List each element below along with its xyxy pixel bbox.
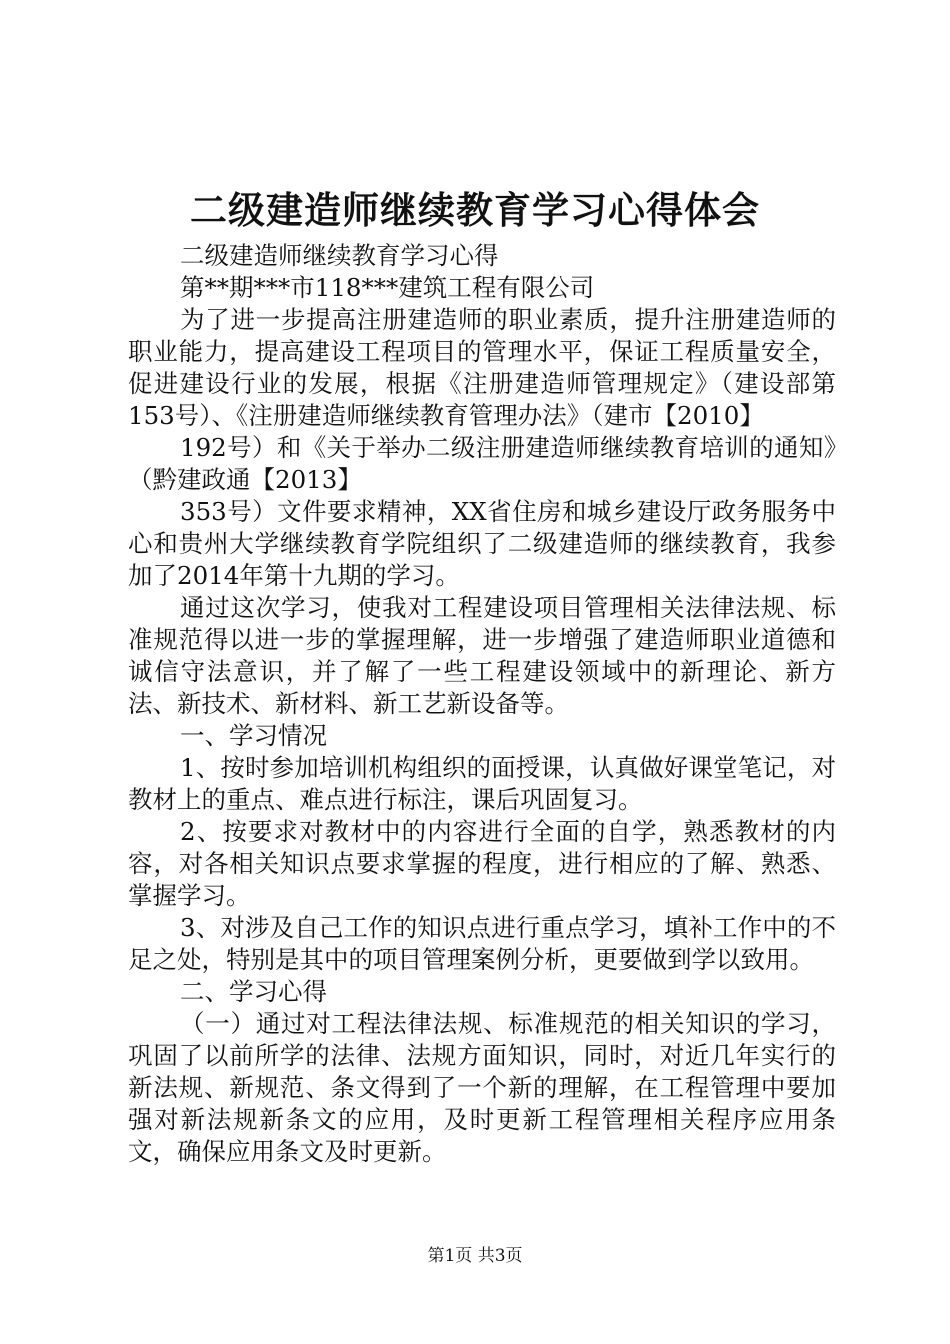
- list-item: 1、按时参加培训机构组织的面授课，认真做好课堂笔记，对教材上的重点、难点进行标注，课后巩固复习。: [128, 753, 836, 814]
- author-paragraph: 第**期***市118***建筑工程有限公司: [180, 273, 595, 302]
- list-item: 2、按要求对教材中的内容进行全面的自学，熟悉教材的内容，对各相关知识点要求掌握的程度，进行相应的了解、熟悉、掌握学习。: [128, 817, 836, 910]
- document-body: [128, 240, 836, 1168]
- body-paragraph: 192号）和《关于举办二级注册建造师继续教育培训的通知》（黔建政通【2013】: [128, 433, 836, 494]
- subtitle-paragraph: 二级建造师继续教育学习心得: [180, 241, 499, 270]
- page-number-footer: 第1页 共3页: [427, 1246, 523, 1266]
- body-paragraph: （一）通过对工程法律法规、标准规范的相关知识的学习，巩固了以前所学的法律、法规方面知识，同时，对近几年实行的新法规、新规范、条文得到了一个新的理解，在工程管理中要加强对新法规新条文的应用，及时更新工程管理相关程序应用条文，确保应用条文及时更新。: [128, 1009, 836, 1166]
- list-item: 3、对涉及自己工作的知识点进行重点学习，填补工作中的不足之处，特别是其中的项目管理案例分析，更要做到学以致用。: [128, 913, 836, 974]
- document-title: 二级建造师继续教育学习心得体会: [190, 188, 760, 232]
- body-paragraph: 通过这次学习，使我对工程建设项目管理相关法律法规、标准规范得以进一步的掌握理解，进一步增强了建造师职业道德和诚信守法意识，并了解了一些工程建设领域中的新理论、新方法、新技术、新材料、新工艺新设备等。: [128, 593, 836, 718]
- section-heading: 二、学习心得: [180, 977, 327, 1006]
- body-paragraph: 为了进一步提高注册建造师的职业素质，提升注册建造师的职业能力，提高建设工程项目的管理水平，保证工程质量安全，促进建设行业的发展，根据《注册建造师管理规定》（建设部第153号）、《注册建造师继续教育管理办法》（建市【2010】: [128, 305, 836, 430]
- body-paragraph: 353号）文件要求精神，XX省住房和城乡建设厅政务服务中心和贵州大学继续教育学院组织了二级建造师的继续教育，我参加了2014年第十九期的学习。: [128, 497, 836, 590]
- section-heading: 一、学习情况: [180, 721, 327, 750]
